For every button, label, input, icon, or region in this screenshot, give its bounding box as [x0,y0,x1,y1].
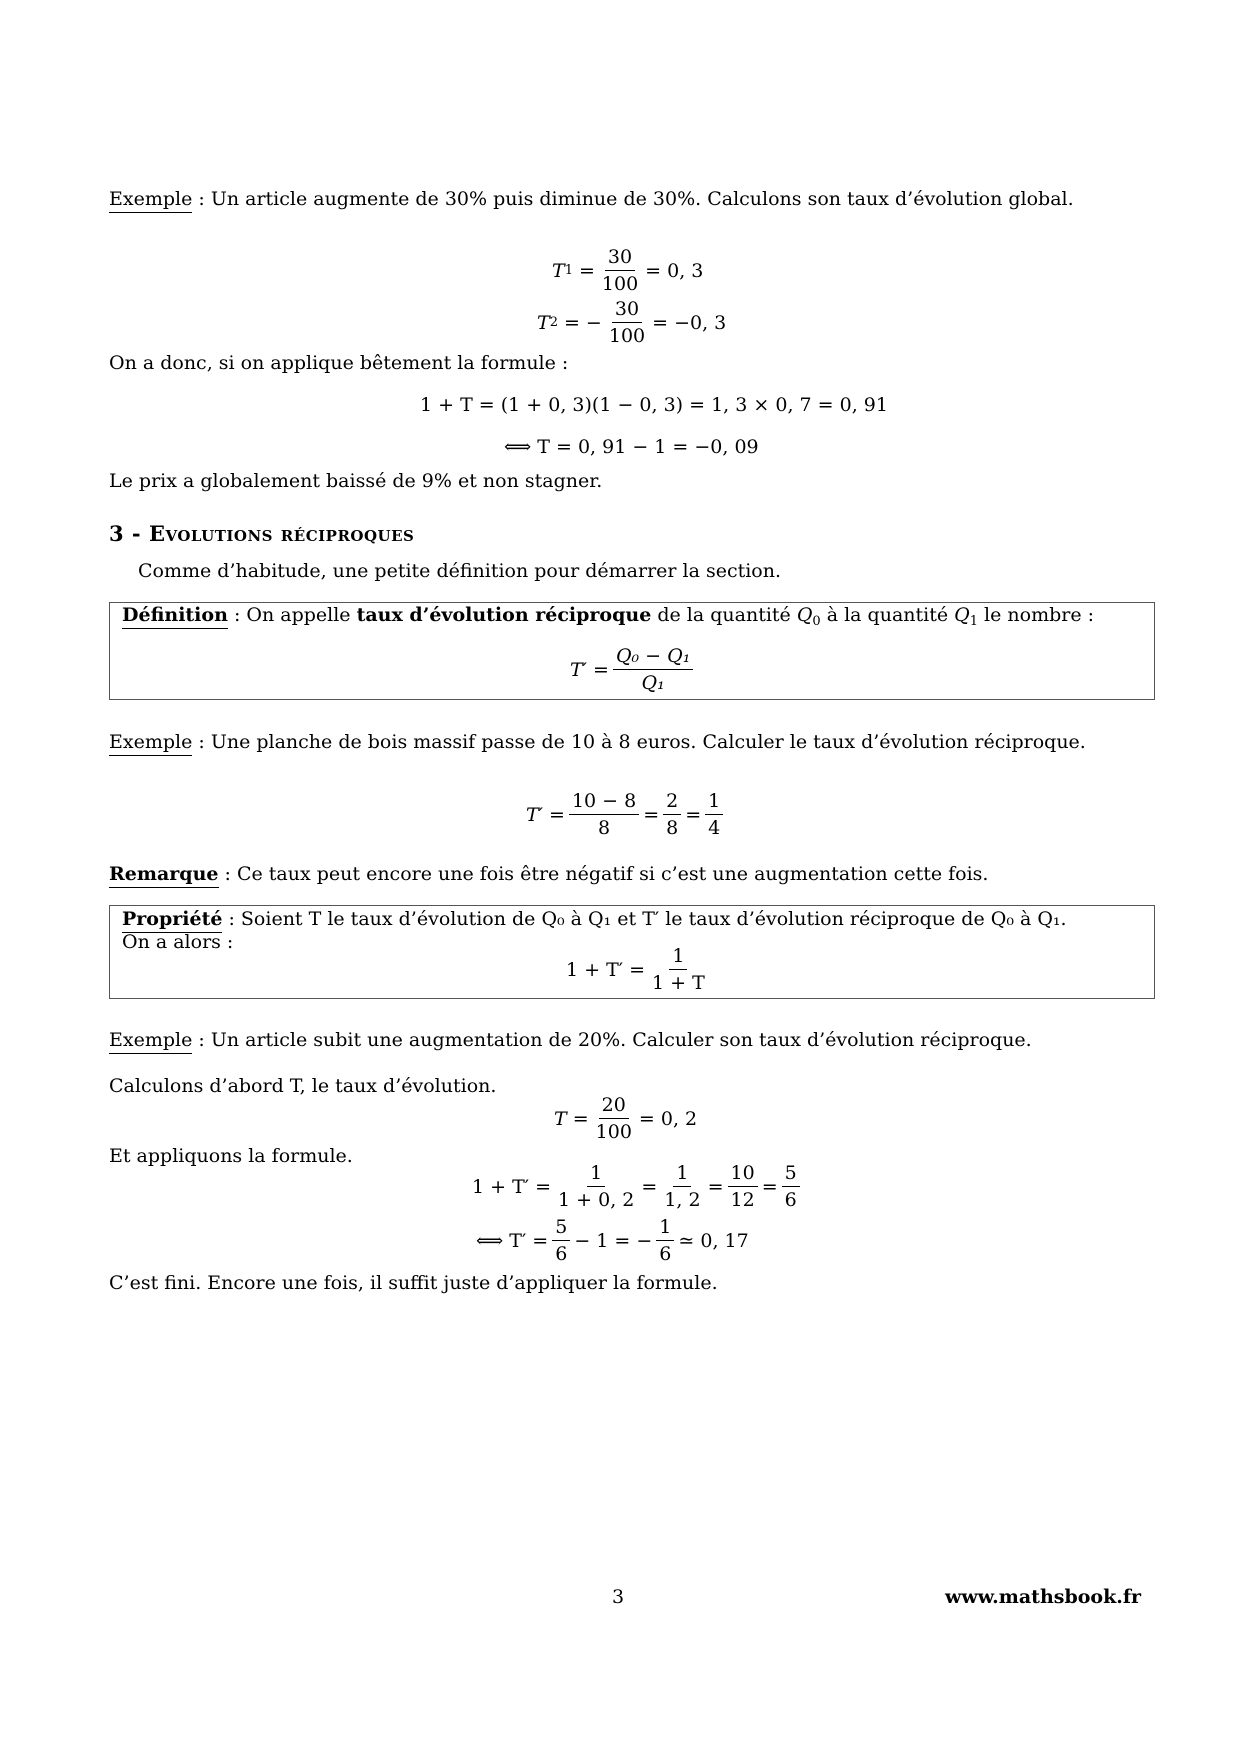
example-text: : Un article subit une augmentation de 20%. Calculer son taux d’évolution réciproque. [192,1029,1032,1051]
section-heading [109,521,414,546]
definition-line: Définition : On appelle taux d’évolution réciproque de la quantité $Q_0$ à la quantité $Q_1$ le nombre : [122,604,1095,629]
equation-t: T = $\frac{20}{100}$ = 0, 2 [554,1094,698,1143]
fraction: $\frac{\text{Q₀ − Q₁}}{\text{Q₁}}$ [613,645,693,694]
example-label: Exemple [109,731,192,756]
example-3-line [109,1029,1032,1051]
section-title: Evolutions réciproques [148,521,415,546]
example-1-line [109,188,1074,210]
example-text: : Une planche de bois massif passe de 10 à 8 euros. Calculer le taux d’évolution réciproque. [192,731,1086,753]
fraction: $\frac{1}{1 + 0, 2}$ [558,1162,635,1211]
definition-label: Définition [122,604,228,629]
var-t: T [537,311,550,334]
property-formula: 1 + T′ = $\frac{1}{1 + T}$ [566,945,712,994]
fraction: $\frac{20}{100}$ [595,1094,632,1143]
section-number: 3 - [109,521,149,546]
fraction: $\frac{1}{1 + T}$ [652,945,705,994]
equals: = [578,259,595,282]
page-number: 3 [612,1586,625,1608]
equation-line-1: 1 + T′ = $\frac{1}{1 + 0, 2}$ = $\frac{1}{1, 2}$ = $\frac{10}{12}$ = $\frac{5}{6}$ [472,1162,804,1211]
remark-line [109,863,988,885]
remark-text: : Ce taux peut encore une fois être négatif si c’est une augmentation cette fois. [218,863,989,885]
property-text: : Soient T le taux d’évolution de Q₀ à Q₁ et T′ le taux d’évolution réciproque de Q₀ à Q₁. [222,908,1067,930]
example-label: Exemple [109,188,192,213]
definition-formula: T′ = $\frac{\text{Q₀ − Q₁}}{\text{Q₁}}$ [570,645,697,694]
remark-label: Remarque [109,863,219,888]
var-t: T [552,259,565,282]
fraction: $\frac{5}{6}$ [552,1216,570,1265]
defined-term: taux d’évolution réciproque [356,604,652,626]
equation-t1: T 1 = $\frac{30}{100}$ = 0, 3 [552,246,704,295]
formula-line: 1 + T = (1 + 0, 3)(1 − 0, 3) = 1, 3 × 0, 7 = 0, 91 [420,394,888,416]
example-2-line [109,731,1086,753]
paragraph: Le prix a globalement baissé de 9% et non stagner. [109,470,603,492]
equation-line-2: ⟺ T′ = $\frac{5}{6}$ − 1 = − $\frac{1}{6}$ ≃ 0, 17 [476,1216,749,1265]
paragraph: Et appliquons la formule. [109,1145,353,1167]
fraction: $\frac{10 - 8}{8}$ [569,790,639,839]
example-text: : Un article augmente de 30% puis diminue de 30%. Calculons son taux d’évolution global. [192,188,1074,210]
property-label: Propriété [122,908,222,933]
paragraph: C’est fini. Encore une fois, il suffit juste d’appliquer la formule. [109,1272,718,1294]
equation-ex2: T′ = $\frac{10 - 8}{8}$ = $\frac{2}{8}$ = $\frac{1}{4}$ [526,790,727,839]
fraction: $\frac{2}{8}$ [663,790,681,839]
fraction: $\frac{10}{12}$ [728,1162,758,1211]
paragraph: Comme d’habitude, une petite définition pour démarrer la section. [138,560,782,582]
fraction: $\frac{30}{100}$ [608,298,646,347]
paragraph: On a donc, si on applique bêtement la formule : [109,352,569,374]
equation-t2: T 2 = − $\frac{30}{100}$ = −0, 3 [537,298,727,347]
example-label: Exemple [109,1029,192,1054]
property-line-2: On a alors : [122,931,234,953]
equals-minus: = − [563,311,602,334]
fraction: $\frac{1}{4}$ [705,790,723,839]
property-line [122,908,1067,930]
fraction: $\frac{5}{6}$ [782,1162,800,1211]
result: = 0, 3 [645,259,704,282]
fraction: $\frac{1}{1, 2}$ [664,1162,701,1211]
fraction: $\frac{1}{6}$ [656,1216,674,1265]
result: = −0, 3 [652,311,727,334]
site-url: www.mathsbook.fr [945,1586,1142,1608]
formula-line: ⟺ T = 0, 91 − 1 = −0, 09 [504,436,759,458]
paragraph: Calculons d’abord T, le taux d’évolution. [109,1075,497,1097]
fraction: $\frac{30}{100}$ [601,246,639,295]
